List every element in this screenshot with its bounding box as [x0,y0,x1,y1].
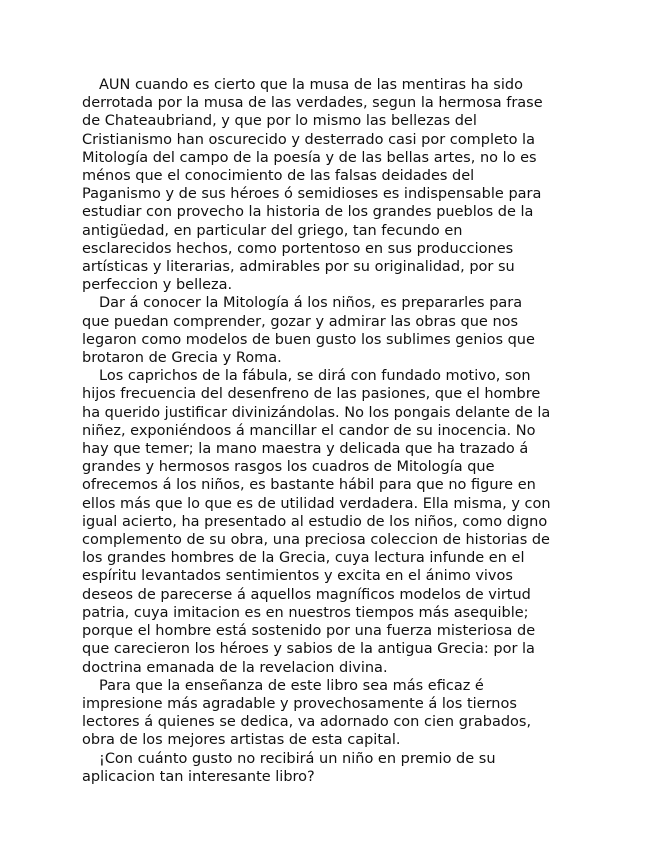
paragraph-1: AUN cuando es cierto que la musa de las mentiras ha sido derrotada por la musa de las verdades, segun la hermosa frase de Chateaubriand, y que por lo mismo las bellezas del Cristianismo han oscurecido y desterrado casi por completo la Mitología del campo de la poesía y de las bellas artes, no lo es ménos que el conocimiento de las falsas deidades del Paganismo y de sus héroes ó semidioses es indispensable para estudiar con provecho la historia de los grandes pueblos de la antigüedad, en particular del griego, tan fecundo en esclarecidos hechos, como portentoso en sus producciones artísticas y literarias, admirables por su originalidad, por su perfeccion y belleza. [82,77,543,294]
body-text [82,76,552,786]
paragraph-2: Dar á conocer la Mitología á los niños, es prepararles para que puedan comprender, gozar y admirar las obras que nos legaron como modelos de buen gusto los sublimes genios que brotaron de Grecia y Roma. [82,295,535,367]
paragraph-3: Los caprichos de la fábula, se dirá con fundado motivo, son hijos frecuencia del desenfreno de las pasiones, que el hombre ha querido justificar divinizándolas. No los pongais delante de la niñez, exponiéndoos á mancillar el candor de su inocencia. No hay que temer; la mano maestra y delicada que ha trazado á grandes y hermosos rasgos los cuadros de Mitología que ofrecemos á los niños, es bastante hábil para que no figure en ellos más que lo que es de utilidad verdadera. Ella misma, y con igual acierto, ha presentado al estudio de los niños, como digno complemento de su obra, una preciosa coleccion de historias de los grandes hombres de la Grecia, cuya lectura infunde en el espíritu levantados sentimientos y excita en el ánimo vivos deseos de parecerse á aquellos magníficos modelos de virtud patria, cuya imitacion es en nuestros tiempos más asequible; porque el hombre está sostenido por una fuerza misteriosa de que carecieron los héroes y sabios de la antigua Grecia: por la doctrina emanada de la revelacion divina. [82,368,551,676]
paragraph-5: ¡Con cuánto gusto no recibirá un niño en premio de su aplicacion tan interesante libro? [82,750,496,785]
paragraph-4: Para que la enseñanza de este libro sea más eficaz é impresione más agradable y provechosamente á los tiernos lectores á quienes se dedica, va adornado con cien grabados, obra de los mejores artistas de esta capital. [82,677,532,749]
